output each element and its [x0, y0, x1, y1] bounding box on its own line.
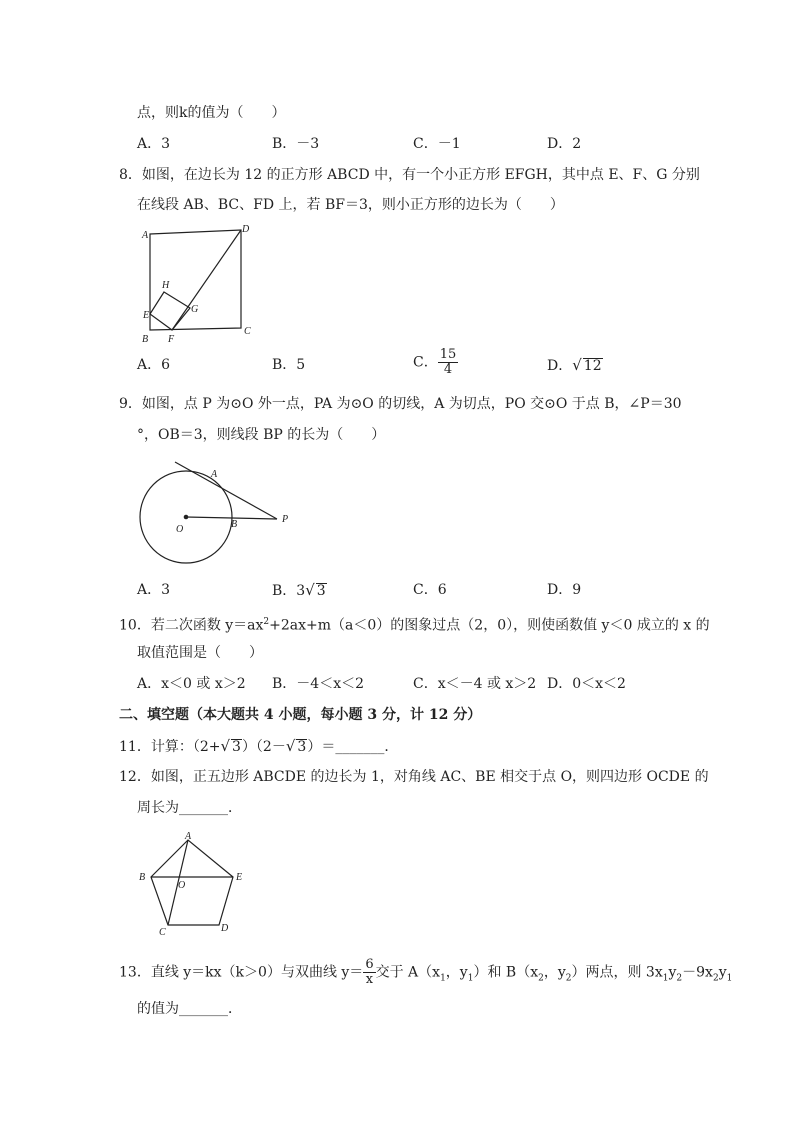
q8-option-c-letter: C． — [413, 354, 438, 371]
q8-segment-fd — [172, 230, 241, 330]
q10-exponent: 2 — [263, 617, 270, 627]
q8-label-e: E — [143, 310, 150, 321]
q12-label-b: B — [139, 872, 146, 883]
q9-option-b-radicand: 3 — [316, 583, 326, 599]
q8-label-b: B — [142, 334, 149, 345]
q9-circle-figure — [136, 456, 296, 568]
q10-option-d[interactable]: D．0＜x＜2 — [547, 676, 626, 692]
q12-label-e: E — [236, 872, 243, 883]
q12-stem-line2: 周长为_______． — [137, 800, 242, 816]
q8-inner-square — [150, 292, 190, 330]
q9-stem-line2: °，OB＝3，则线段 BP 的长为（ ） — [137, 427, 386, 443]
q11-radicand-2: 3 — [297, 739, 307, 755]
q12-stem-line1: 12．如图，正五边形 ABCDE 的边长为 1，对角线 AC、BE 相交于点 O，则四边形 OCDE 的 — [119, 769, 709, 785]
q7-option-c[interactable]: C．－1 — [413, 136, 461, 152]
q11-radicand-1: 3 — [232, 739, 241, 755]
q7-stem-tail: 点，则k的值为（ ） — [137, 105, 286, 121]
q9-option-a[interactable]: A．3 — [137, 582, 171, 598]
q10-option-a[interactable]: A．x＜0 或 x＞2 — [137, 676, 246, 692]
q10-option-c[interactable]: C．x＜－4 或 x＞2 — [413, 676, 537, 692]
q9-center-dot — [184, 515, 189, 520]
q9-option-b[interactable]: B．3√ 3 — [272, 581, 326, 599]
q8-label-a: A — [142, 230, 149, 241]
q7-option-d[interactable]: D．2 — [547, 136, 582, 152]
q9-label-o: O — [176, 524, 184, 535]
q8-option-c-fraction: $\frac{15}{4}$ — [439, 347, 457, 377]
q12-label-d: D — [221, 923, 229, 934]
q12-label-a: A — [185, 831, 192, 842]
section-heading-fill-in: 二、填空题（本大题共 4 小题，每小题 3 分，计 12 分） — [119, 707, 482, 723]
q8-label-d: D — [242, 224, 250, 235]
q8-option-d-radicand: 12 — [583, 358, 602, 374]
q7-option-a[interactable]: A．3 — [137, 136, 171, 152]
q9-label-a: A — [211, 469, 218, 480]
q8-label-h: H — [162, 280, 170, 291]
q10-stem-line2: 取值范围是（ ） — [137, 645, 263, 661]
q8-option-c[interactable] — [413, 348, 458, 377]
q13-stem-line2: 的值为_______． — [137, 1001, 242, 1017]
q12-label-c: C — [159, 927, 166, 938]
q8-label-f: F — [168, 334, 175, 345]
q9-option-b-letter: B．3 — [272, 583, 306, 599]
q13-stem-line1: 13．直线 y＝kx（k＞0）与双曲线 y＝ $\frac{6}{x}$ 交于 $A(x_1$，$y_1$）和 $B(x_2$，$y_2$）两点，则 $3x_1y_2-9x_2y_1$ — [119, 957, 733, 987]
q7-option-b[interactable]: B．－3 — [272, 136, 320, 152]
q12-label-o: O — [178, 880, 186, 891]
q8-label-c: C — [244, 326, 251, 337]
q9-stem-line1: 9．如图，点 P 为⊙O 外一点，PA 为⊙O 的切线，A 为切点，PO 交⊙O 于点 B，∠P＝30 — [119, 396, 682, 412]
q9-tangent-pa — [175, 462, 277, 519]
q10-option-b[interactable]: B．－4＜x＜2 — [272, 676, 364, 692]
q9-label-p: P — [282, 514, 289, 525]
q10-stem-line1: 10．若二次函数 $y=ax^2+2ax+m(a<0)$的图象过点（2，0），则使函数值 y＜0 成立的 x 的 — [119, 617, 710, 634]
q8-option-d[interactable]: D．√ 12 — [547, 356, 602, 374]
q12-pentagon-figure — [133, 829, 251, 939]
q9-label-b: B — [231, 519, 238, 530]
q11-stem: 11．计算：（2+√ 3）（2－√ 3）＝_______． — [119, 737, 399, 755]
q9-option-c[interactable]: C．6 — [413, 582, 447, 598]
q8-square-figure — [140, 222, 255, 346]
q9-option-d[interactable]: D．9 — [547, 582, 582, 598]
q8-option-a[interactable]: A．6 — [137, 357, 171, 373]
q8-stem-line1: 8．如图，在边长为 12 的正方形 ABCD 中，有一个小正方形 EFGH，其中点 E、F、G 分别 — [119, 167, 700, 183]
q12-pentagon — [151, 840, 233, 925]
q8-stem-line2: 在线段 AB、BC、FD 上，若 BF＝3，则小正方形的边长为（ ） — [137, 197, 564, 213]
q8-option-d-letter: D． — [547, 358, 573, 374]
q8-label-g: G — [191, 304, 199, 315]
q8-option-b[interactable]: B．5 — [272, 357, 306, 373]
q13-fraction: $\frac{6}{x}$ — [365, 957, 374, 987]
